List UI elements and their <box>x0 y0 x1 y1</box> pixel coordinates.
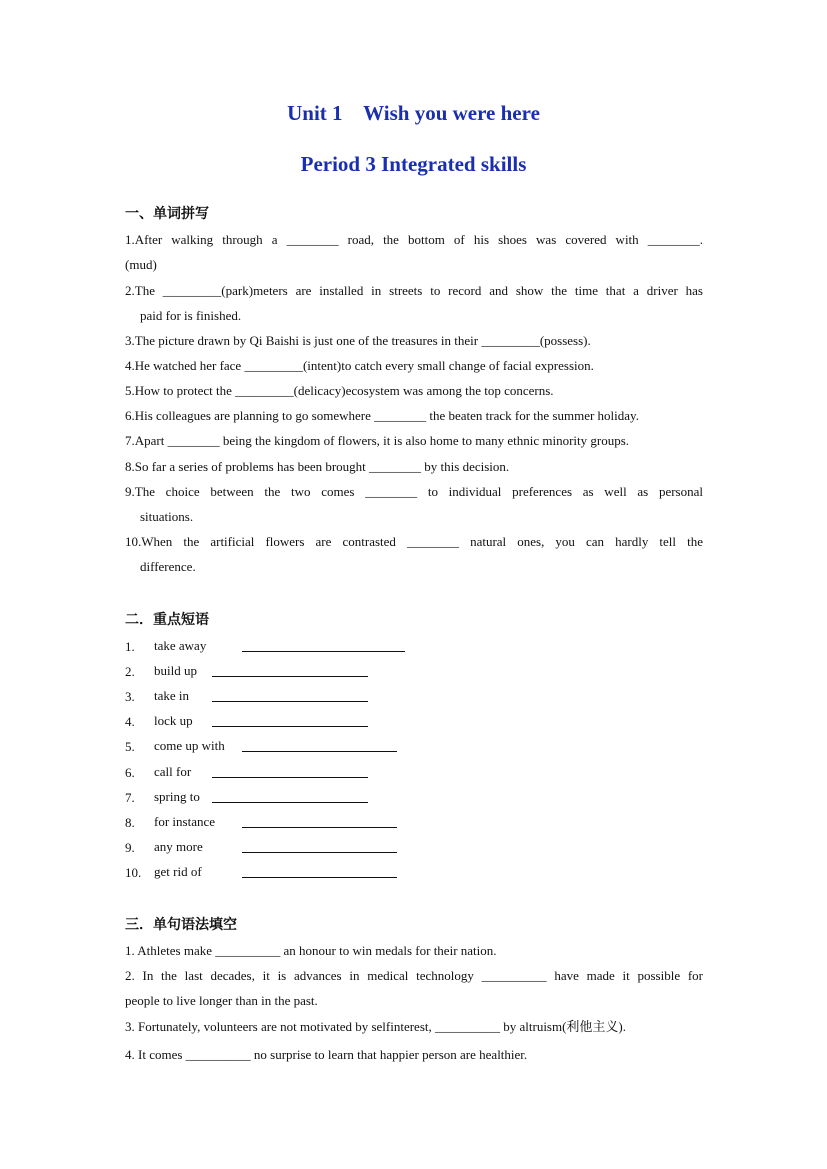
answer-blank[interactable] <box>242 852 397 853</box>
question-line: 9.The choice between the two comes ________ to individual preferences as well as personal <box>125 484 703 499</box>
phrase-number: 5. <box>125 739 135 754</box>
question-line: 1.After walking through a ________ road, the bottom of his shoes was covered with ________. <box>125 232 703 247</box>
phrase-text: call for <box>154 764 192 779</box>
page-title: Unit 1 Wish you were here <box>287 101 540 125</box>
phrase-number: 3. <box>125 689 135 704</box>
phrase-text: for instance <box>154 814 216 829</box>
phrase-number: 9. <box>125 840 135 855</box>
question-line: people to live longer than in the past. <box>125 993 318 1008</box>
question-line: 10.When the artificial flowers are contrasted ________ natural ones, you can hardly tell the <box>125 534 703 549</box>
phrase-number: 6. <box>125 765 135 780</box>
phrase-text: take in <box>154 688 190 703</box>
question-line: 8.So far a series of problems has been brought ________ by this decision. <box>125 459 510 474</box>
question-line: (mud) <box>125 257 157 272</box>
phrase-text: any more <box>154 839 203 854</box>
question-line: paid for is finished. <box>140 308 242 323</box>
question-line: 2.The _________(park)meters are installed in streets to record and show the time that a driver has <box>125 283 703 298</box>
phrase-number: 4. <box>125 714 135 729</box>
phrase-number: 8. <box>125 815 135 830</box>
question-line: 6.His colleagues are planning to go somewhere ________ the beaten track for the summer holiday. <box>125 408 639 423</box>
answer-blank[interactable] <box>242 651 405 652</box>
question-line: 2. In the last decades, it is advances in medical technology __________ have made it possible for <box>125 968 703 983</box>
phrase-number: 10. <box>125 865 142 880</box>
phrase-text: spring to <box>154 789 200 804</box>
phrase-number: 2. <box>125 664 135 679</box>
phrase-number: 7. <box>125 790 135 805</box>
answer-blank[interactable] <box>212 802 368 803</box>
phrase-number: 1. <box>125 639 135 654</box>
phrase-text: build up <box>154 663 197 678</box>
question-line: 4. It comes __________ no surprise to learn that happier person are healthier. <box>125 1047 528 1062</box>
question-line: 7.Apart ________ being the kingdom of flowers, it is also home to many ethnic minority groups. <box>125 433 630 448</box>
answer-blank[interactable] <box>212 726 368 727</box>
section-3-heading: 三．单句语法填空 <box>125 917 237 933</box>
page-subtitle: Period 3 Integrated skills <box>300 152 527 176</box>
question-line: 3. Fortunately, volunteers are not motivated by selfinterest, __________ by altruism(利他主义). <box>125 1019 627 1034</box>
question-line: 1. Athletes make __________ an honour to win medals for their nation. <box>125 943 497 958</box>
answer-blank[interactable] <box>242 751 397 752</box>
phrase-text: lock up <box>154 713 193 728</box>
phrase-text: come up with <box>154 738 225 753</box>
question-line: 3.The picture drawn by Qi Baishi is just one of the treasures in their _________(possess). <box>125 333 591 348</box>
section-1-heading: 一、单词拼写 <box>125 206 209 222</box>
answer-blank[interactable] <box>212 777 368 778</box>
question-line: difference. <box>140 559 196 574</box>
question-line: 4.He watched her face _________(intent)to catch every small change of facial expression. <box>125 358 594 373</box>
answer-blank[interactable] <box>242 877 397 878</box>
phrase-text: take away <box>154 638 207 653</box>
answer-blank[interactable] <box>212 676 368 677</box>
section-2-heading: 二．重点短语 <box>125 612 209 628</box>
answer-blank[interactable] <box>242 827 397 828</box>
answer-blank[interactable] <box>212 701 368 702</box>
question-line: 5.How to protect the _________(delicacy)ecosystem was among the top concerns. <box>125 383 554 398</box>
phrase-text: get rid of <box>154 864 202 879</box>
question-line: situations. <box>140 509 194 524</box>
